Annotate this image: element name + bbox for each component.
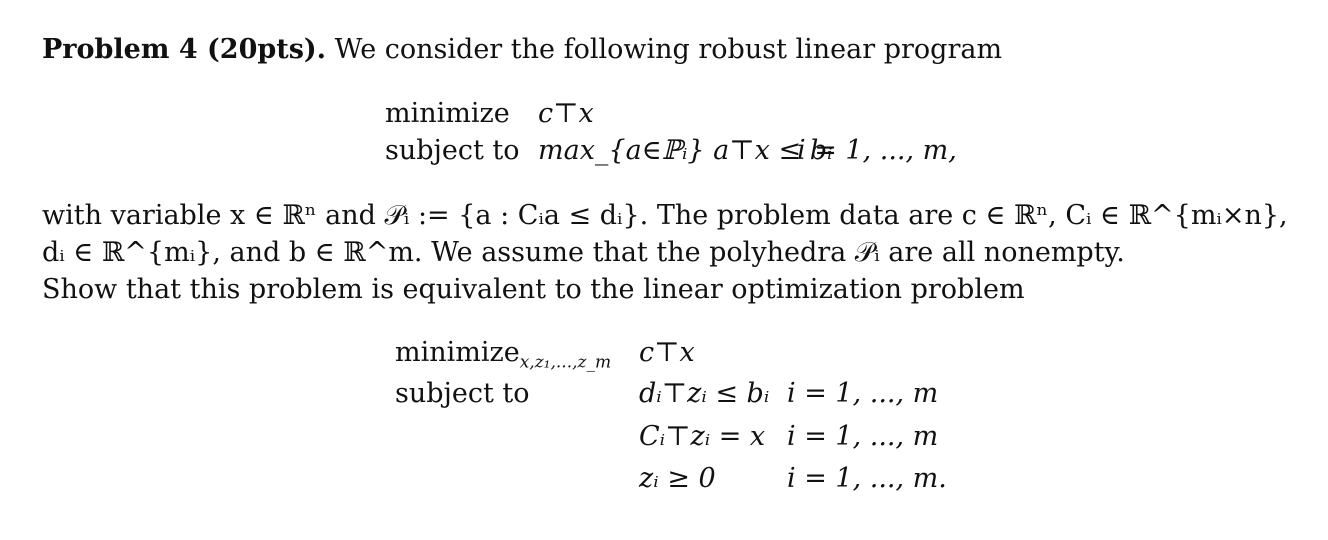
program2-constraint-3: zᵢ ≥ 0	[639, 463, 716, 494]
program1-objective: c⊤x	[538, 98, 594, 129]
program2-subject-to-keyword: subject to	[395, 378, 530, 409]
paragraph-line-3: Show that this problem is equivalent to the linear optimization problem	[42, 274, 1025, 305]
problem-intro: We consider the following robust linear program	[326, 34, 1003, 65]
program2-constraint-2: Cᵢ⊤zᵢ = x	[639, 421, 766, 452]
program2-index-2: i = 1, ..., m	[787, 421, 939, 452]
problem-label: Problem 4 (20pts).	[42, 34, 327, 65]
program2-minimize-subscript: x,z₁,...,z_m	[519, 352, 612, 373]
program2-objective: c⊤x	[639, 337, 695, 368]
paragraph-line-2: dᵢ ∈ ℝ^{mᵢ}, and b ∈ ℝ^m. We assume that the polyhedra 𝒫ᵢ are all nonempty.	[42, 237, 1125, 268]
program2-minimize-keyword	[395, 337, 612, 373]
program2-index-3: i = 1, ..., m.	[787, 463, 947, 494]
program1-constraint: max_{a∈ℙᵢ} a⊤x ≤ bᵢ	[538, 135, 833, 166]
program2-constraint-1: dᵢ⊤zᵢ ≤ bᵢ	[639, 378, 770, 409]
paragraph-line-1: with variable x ∈ ℝⁿ and 𝒫ᵢ := {a : Cᵢa ≤ dᵢ}. The problem data are c ∈ ℝⁿ, Cᵢ ∈ ℝ^{mᵢ×n},	[42, 200, 1288, 231]
program2-index-1: i = 1, ..., m	[787, 378, 939, 409]
program1-index: i = 1, ..., m,	[797, 135, 957, 166]
program2-minimize-label: minimize	[395, 337, 520, 368]
problem-heading	[42, 34, 1002, 66]
program1-subject-to-keyword: subject to	[385, 135, 520, 166]
program1-minimize-keyword: minimize	[385, 98, 510, 129]
